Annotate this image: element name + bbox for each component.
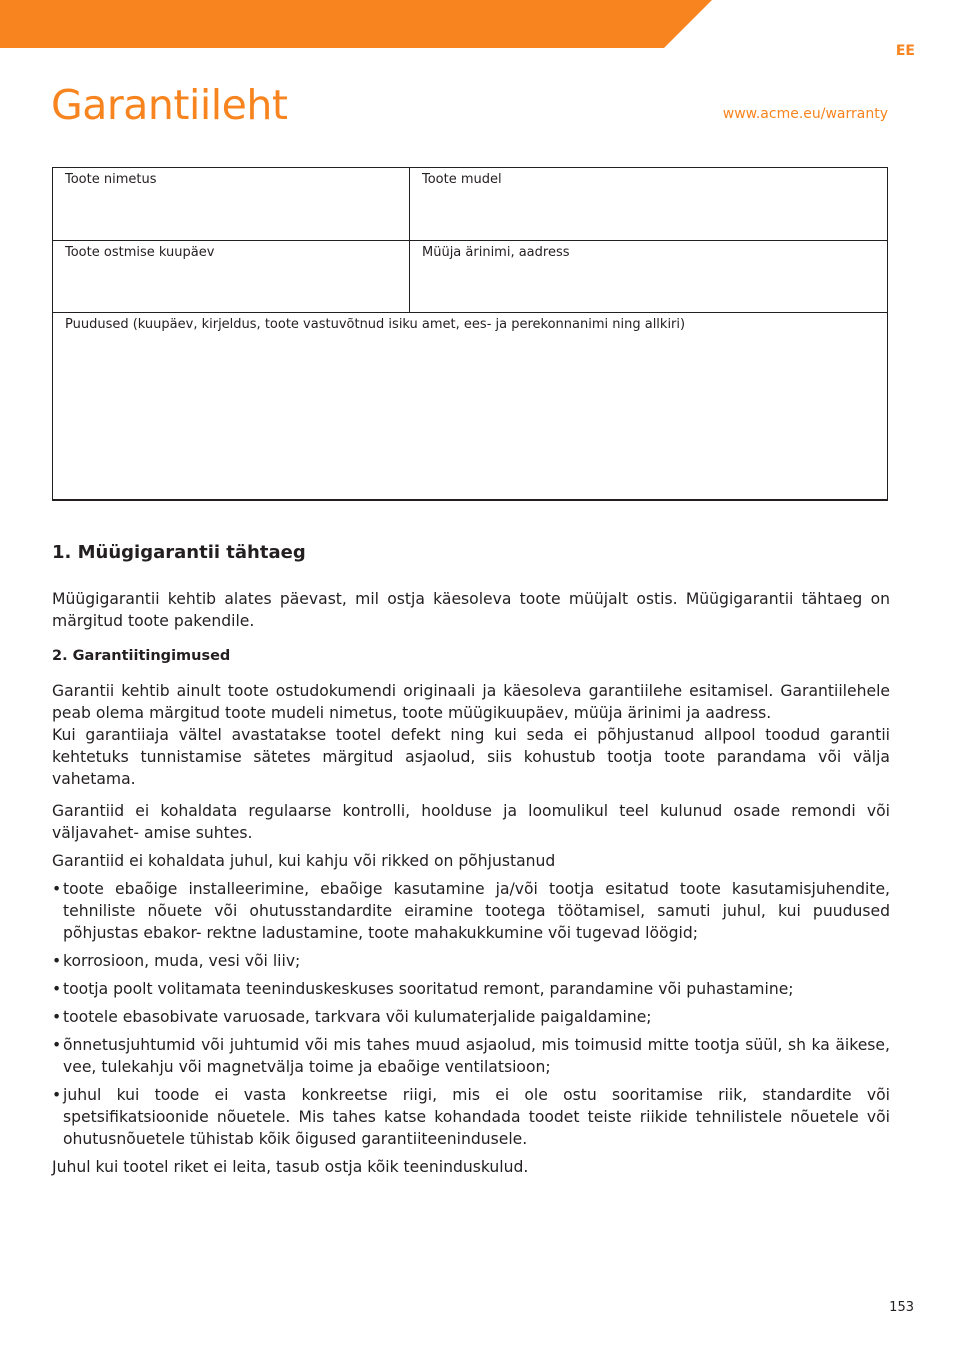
bullet-icon: • — [52, 952, 62, 970]
list-item: • tootele ebasobivate varuosade, tarkvara või kulumaterjalide paigaldamine; — [52, 1008, 652, 1026]
list-item: • õnnetusjuhtumid või juhtumid või mis tahes muud asjaolud, mis toimusid mitte tootja süül, sh ka äikese, vee, tulekahju või magnetvälja toime ja ebaõige ventilatsioon; — [52, 1036, 890, 1076]
product-model-label: Toote mudel — [422, 172, 502, 187]
purchase-date-label: Toote ostmise kuupäev — [65, 245, 215, 260]
section1-heading: 1. Müügigarantii tähtaeg — [52, 542, 306, 563]
list-item: • toote ebaõige installeerimine, ebaõige kasutamine ja/või tootja esitatud toote kasutamisjuhendite, tehniliste nõuete või ohutusstandardite eiramine tootega töötamisel, samuti juhul, kui puudused põhjustas ebakor- rektne ladustamine, toote mahakukkumine või tugevad löögid; — [52, 880, 890, 942]
bullet-icon: • — [52, 880, 62, 898]
warranty-terms — [52, 538, 890, 1184]
defects-field[interactable] — [53, 313, 888, 501]
page-title: Garantiileht — [51, 81, 288, 129]
section2-paragraph-1a: Garantii kehtib ainult toote ostudokumendi originaali ja käesoleva garantiilehe esitamisel. Garantiilehele peab olema märgitud toote mudeli nimetus, toote müügikuupäev, müüja ärinimi ja aadress. — [52, 682, 890, 722]
product-name-field[interactable] — [53, 168, 410, 241]
bullet-icon: • — [52, 980, 62, 998]
closing-text: Juhul kui tootel riket ei leita, tasub ostja kõik teeninduskulud. — [52, 1158, 529, 1176]
list-item: • tootja poolt volitamata teeninduskeskuses sooritatud remont, parandamine või puhastamine; — [52, 980, 794, 998]
section2-paragraph-2: Garantiid ei kohaldata regulaarse kontrolli, hoolduse ja loomulikul teel kulunud osade remondi või väljavahet- amise suhtes. — [52, 802, 890, 842]
section2-heading: 2. Garantiitingimused — [52, 648, 231, 664]
section1-text: Müügigarantii kehtib alates päevast, mil ostja käesoleva toote müüjalt ostis. Müügigarantii tähtaeg on märgitud toote pakendile. — [52, 590, 890, 630]
bullet-icon: • — [52, 1036, 62, 1054]
product-model-field[interactable] — [410, 168, 888, 241]
warranty-form — [52, 167, 888, 501]
section2-paragraph-3: Garantiid ei kohaldata juhul, kui kahju või rikked on põhjustanud — [52, 852, 556, 870]
purchase-date-field[interactable] — [53, 241, 410, 313]
section2-paragraph-1b: Kui garantiiaja vältel avastatakse tootel defekt ning kui seda ei põhjustanud allpool toodud garantii kehtetuks tunnistamise sätetes märgitud asjaolud, siis kohustub tootja toote parandama või välja vahetama. — [52, 726, 890, 788]
exclusion-list — [52, 878, 890, 1150]
warranty-url: www.acme.eu/warranty — [722, 106, 888, 122]
header-banner — [0, 0, 712, 48]
seller-field[interactable] — [410, 241, 888, 313]
list-item: • korrosioon, muda, vesi või liiv; — [52, 952, 301, 970]
seller-label: Müüja ärinimi, aadress — [422, 245, 570, 260]
page-number: 153 — [889, 1300, 914, 1315]
bullet-icon: • — [52, 1086, 62, 1104]
product-name-label: Toote nimetus — [65, 172, 157, 187]
language-code: EE — [895, 43, 915, 59]
list-item: • juhul kui toode ei vasta konkreetse riigi, mis ei ole ostu sooritamise riik, standardite või spetsifikatsioonide nõuetele. Mis tahes katse kohandada toodet teiste riikide tehnilistele nõuetele või ohutusnõuetele tühistab kõik õigused garantiiteenindusele. — [52, 1086, 890, 1148]
defects-label: Puudused (kuupäev, kirjeldus, toote vastuvõtnud isiku amet, ees- ja perekonnanimi ning allkiri) — [65, 317, 686, 332]
bullet-icon: • — [52, 1008, 62, 1026]
